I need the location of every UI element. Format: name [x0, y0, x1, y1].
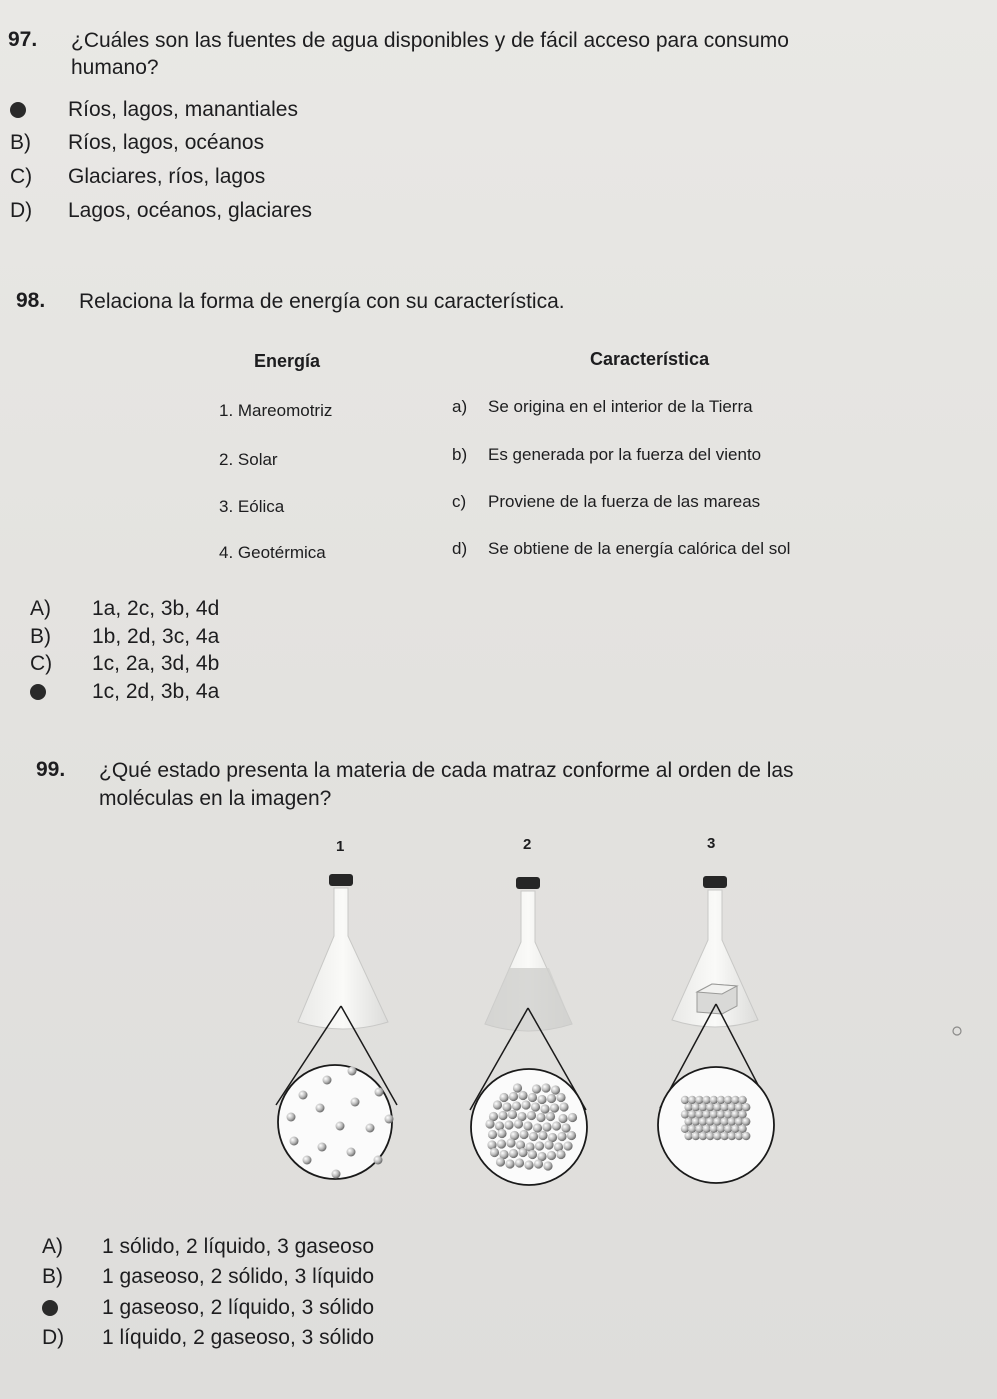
liquid-molecule — [509, 1092, 518, 1101]
solid-molecule — [728, 1132, 736, 1140]
flask-3-solid — [658, 876, 774, 1183]
liquid-molecule — [543, 1161, 552, 1170]
solid-molecule — [695, 1096, 703, 1104]
flask-1-gas — [276, 874, 397, 1179]
solid-molecule — [731, 1125, 739, 1133]
solid-molecule — [699, 1132, 707, 1140]
solid-molecule — [724, 1096, 732, 1104]
question-98-text: Relaciona la forma de energía con su característica. — [79, 290, 565, 313]
solid-molecule — [688, 1110, 696, 1118]
solid-molecule — [713, 1103, 721, 1111]
liquid-molecule — [505, 1159, 514, 1168]
option-text: 1b, 2d, 3c, 4a — [92, 625, 220, 648]
liquid-molecule — [561, 1123, 570, 1132]
feature-text: Proviene de la fuerza de las mareas — [488, 492, 761, 511]
liquid-molecule — [493, 1100, 502, 1109]
q99-option-a[interactable] — [42, 1235, 374, 1259]
solid-molecule — [735, 1132, 743, 1140]
option-text: 1 sólido, 2 líquido, 3 gaseoso — [102, 1235, 375, 1258]
liquid-molecule — [568, 1113, 577, 1122]
q99-option-c[interactable] — [42, 1296, 374, 1320]
flask-label-1: 1 — [336, 838, 345, 855]
solid-molecule — [720, 1103, 728, 1111]
flask-label-3: 3 — [707, 835, 716, 852]
solid-molecule — [735, 1117, 743, 1125]
liquid-molecule — [528, 1093, 537, 1102]
liquid-molecule — [490, 1148, 499, 1157]
option-text: 1c, 2a, 3d, 4b — [92, 652, 220, 675]
option-letter — [62, 1296, 84, 1319]
liquid-molecule — [512, 1101, 521, 1110]
solid-molecule — [706, 1132, 714, 1140]
solid-molecule — [728, 1103, 736, 1111]
ice-cube-icon — [697, 984, 737, 1014]
option-text: 1c, 2d, 3b, 4a — [92, 680, 220, 703]
energy-item-3: 3. Eólica — [219, 497, 285, 516]
question-97-text-line2: humano? — [71, 56, 159, 79]
liquid-molecule — [524, 1160, 533, 1169]
stopper-icon — [703, 876, 727, 888]
solid-molecule — [710, 1125, 718, 1133]
pencil-mark-icon — [953, 1027, 961, 1035]
feature-letter: a) — [452, 397, 468, 416]
liquid-molecule — [497, 1129, 506, 1138]
solid-molecule — [710, 1096, 718, 1104]
liquid-molecule — [551, 1085, 560, 1094]
solid-molecule — [695, 1125, 703, 1133]
feature-letter: b) — [452, 445, 468, 464]
solid-molecule — [728, 1117, 736, 1125]
option-text: Glaciares, ríos, lagos — [68, 165, 266, 188]
liquid-molecule — [485, 1119, 494, 1128]
liquid-molecule — [558, 1114, 567, 1123]
liquid-molecule — [535, 1141, 544, 1150]
solid-molecule — [681, 1125, 689, 1133]
liquid-molecule — [497, 1139, 506, 1148]
option-letter: C) — [30, 652, 53, 675]
question-98-number: 98. — [16, 289, 46, 312]
liquid-molecule — [532, 1084, 541, 1093]
solid-molecule — [699, 1117, 707, 1125]
feature-letter: d) — [452, 539, 468, 558]
solid-molecule — [717, 1125, 725, 1133]
solid-molecule — [738, 1110, 746, 1118]
liquid-molecule — [544, 1140, 553, 1149]
energy-item-2: 2. Solar — [219, 450, 278, 469]
solid-molecule — [738, 1125, 746, 1133]
energy-column-header: Energía — [254, 351, 321, 371]
option-text: 1 líquido, 2 gaseoso, 3 sólido — [102, 1326, 375, 1349]
liquid-molecule — [528, 1150, 537, 1159]
solid-molecule — [717, 1096, 725, 1104]
liquid-molecule — [508, 1110, 517, 1119]
liquid-molecule — [527, 1111, 536, 1120]
solid-molecule — [702, 1125, 710, 1133]
solid-molecule — [742, 1132, 750, 1140]
option-text: Ríos, lagos, océanos — [68, 131, 265, 154]
liquid-icon — [485, 968, 572, 1031]
liquid-molecule — [547, 1094, 556, 1103]
solid-molecule — [706, 1117, 714, 1125]
liquid-molecule — [533, 1123, 542, 1132]
liquid-molecule — [542, 1122, 551, 1131]
energy-item-4: 4. Geotérmica — [219, 543, 326, 562]
solid-molecule — [692, 1132, 700, 1140]
liquid-molecule — [531, 1102, 540, 1111]
option-letter: A) — [42, 1235, 63, 1258]
solid-molecule — [731, 1110, 739, 1118]
liquid-molecule — [556, 1150, 565, 1159]
question-97-text-line1: ¿Cuáles son las fuentes de agua disponibles y de fácil acceso para consumo — [71, 29, 789, 52]
solid-molecule — [684, 1103, 692, 1111]
option-text: 1 gaseoso, 2 sólido, 3 líquido — [102, 1265, 375, 1288]
solid-molecule — [692, 1103, 700, 1111]
liquid-molecule — [518, 1091, 527, 1100]
liquid-molecule — [546, 1112, 555, 1121]
stopper-icon — [516, 877, 540, 889]
solid-molecule — [699, 1103, 707, 1111]
liquid-molecule — [557, 1132, 566, 1141]
filled-answer-mark-icon — [42, 1300, 58, 1316]
option-letter: B) — [42, 1265, 63, 1288]
question-99-text-line2: moléculas en la imagen? — [99, 787, 332, 810]
liquid-molecule — [541, 1083, 550, 1092]
option-letter: D) — [10, 199, 33, 222]
solid-molecule — [684, 1132, 692, 1140]
liquid-molecule — [540, 1104, 549, 1113]
question-99-number: 99. — [36, 758, 66, 781]
solid-molecule — [681, 1110, 689, 1118]
stopper-icon — [329, 874, 353, 886]
feature-text: Se obtiene de la energía calórica del sol — [488, 539, 791, 558]
solid-molecule — [724, 1110, 732, 1118]
liquid-molecule — [550, 1103, 559, 1112]
liquid-molecule — [498, 1111, 507, 1120]
solid-molecules — [681, 1096, 751, 1140]
solid-molecule — [720, 1132, 728, 1140]
option-letter: A) — [30, 597, 51, 620]
liquid-molecule — [536, 1113, 545, 1122]
liquid-molecule — [519, 1130, 528, 1139]
solid-molecule — [688, 1096, 696, 1104]
flask-icon — [298, 888, 388, 1029]
solid-molecule — [720, 1117, 728, 1125]
solid-molecule — [738, 1096, 746, 1104]
solid-molecule — [695, 1110, 703, 1118]
liquid-molecule — [552, 1121, 561, 1130]
liquid-molecule — [514, 1119, 523, 1128]
liquid-molecule — [529, 1132, 538, 1141]
liquid-molecule — [556, 1093, 565, 1102]
solid-molecule — [717, 1110, 725, 1118]
solid-molecule — [713, 1117, 721, 1125]
q99-option-b[interactable] — [42, 1265, 374, 1289]
liquid-molecule — [488, 1130, 497, 1139]
liquid-molecule — [496, 1157, 505, 1166]
solid-molecule — [735, 1103, 743, 1111]
liquid-molecule — [499, 1093, 508, 1102]
feature-text: Es generada por la fuerza del viento — [488, 445, 762, 464]
option-text: 1a, 2c, 3b, 4d — [92, 597, 220, 620]
liquid-molecule — [538, 1131, 547, 1140]
liquid-molecule — [563, 1141, 572, 1150]
liquid-molecule — [509, 1149, 518, 1158]
feature-letter: c) — [452, 492, 467, 511]
solid-molecule — [692, 1117, 700, 1125]
solid-molecule — [731, 1096, 739, 1104]
energy-item-1: 1. Mareomotriz — [219, 401, 333, 420]
solid-molecule — [710, 1110, 718, 1118]
option-text: Ríos, lagos, manantiales — [68, 98, 298, 121]
solid-molecule — [713, 1132, 721, 1140]
flask-label-2: 2 — [523, 836, 532, 853]
solid-molecule — [742, 1117, 750, 1125]
question-99-text-line1: ¿Qué estado presenta la materia de cada matraz conforme al orden de las — [99, 759, 794, 782]
solid-molecule — [681, 1096, 689, 1104]
option-letter: B) — [10, 131, 31, 154]
liquid-molecule — [559, 1102, 568, 1111]
option-text: 1 gaseoso, 2 líquido, 3 sólido — [102, 1296, 375, 1319]
liquid-molecule — [523, 1121, 532, 1130]
feature-column-header: Característica — [590, 349, 710, 369]
solid-molecule — [724, 1125, 732, 1133]
solid-molecule — [702, 1110, 710, 1118]
liquid-molecule — [515, 1158, 524, 1167]
feature-text: Se origina en el interior de la Tierra — [488, 397, 753, 416]
liquid-molecule — [502, 1102, 511, 1111]
option-letter: C) — [10, 165, 33, 188]
liquid-molecule — [504, 1120, 513, 1129]
liquid-molecule — [513, 1083, 522, 1092]
liquid-molecule — [534, 1159, 543, 1168]
liquid-molecule — [506, 1138, 515, 1147]
solid-molecule — [742, 1103, 750, 1111]
liquid-molecule — [521, 1100, 530, 1109]
option-letter: B) — [30, 625, 51, 648]
liquid-molecule — [567, 1131, 576, 1140]
option-text: Lagos, océanos, glaciares — [68, 199, 312, 222]
liquid-molecule — [537, 1095, 546, 1104]
liquid-molecule — [547, 1151, 556, 1160]
solid-molecule — [684, 1117, 692, 1125]
solid-molecule — [706, 1103, 714, 1111]
liquid-molecule — [518, 1148, 527, 1157]
q99-option-d[interactable] — [42, 1326, 374, 1350]
question-97-number: 97. — [8, 28, 38, 51]
solid-molecule — [702, 1096, 710, 1104]
solid-molecule — [688, 1125, 696, 1133]
flask-2-liquid — [470, 877, 587, 1185]
option-letter: D) — [42, 1326, 65, 1349]
